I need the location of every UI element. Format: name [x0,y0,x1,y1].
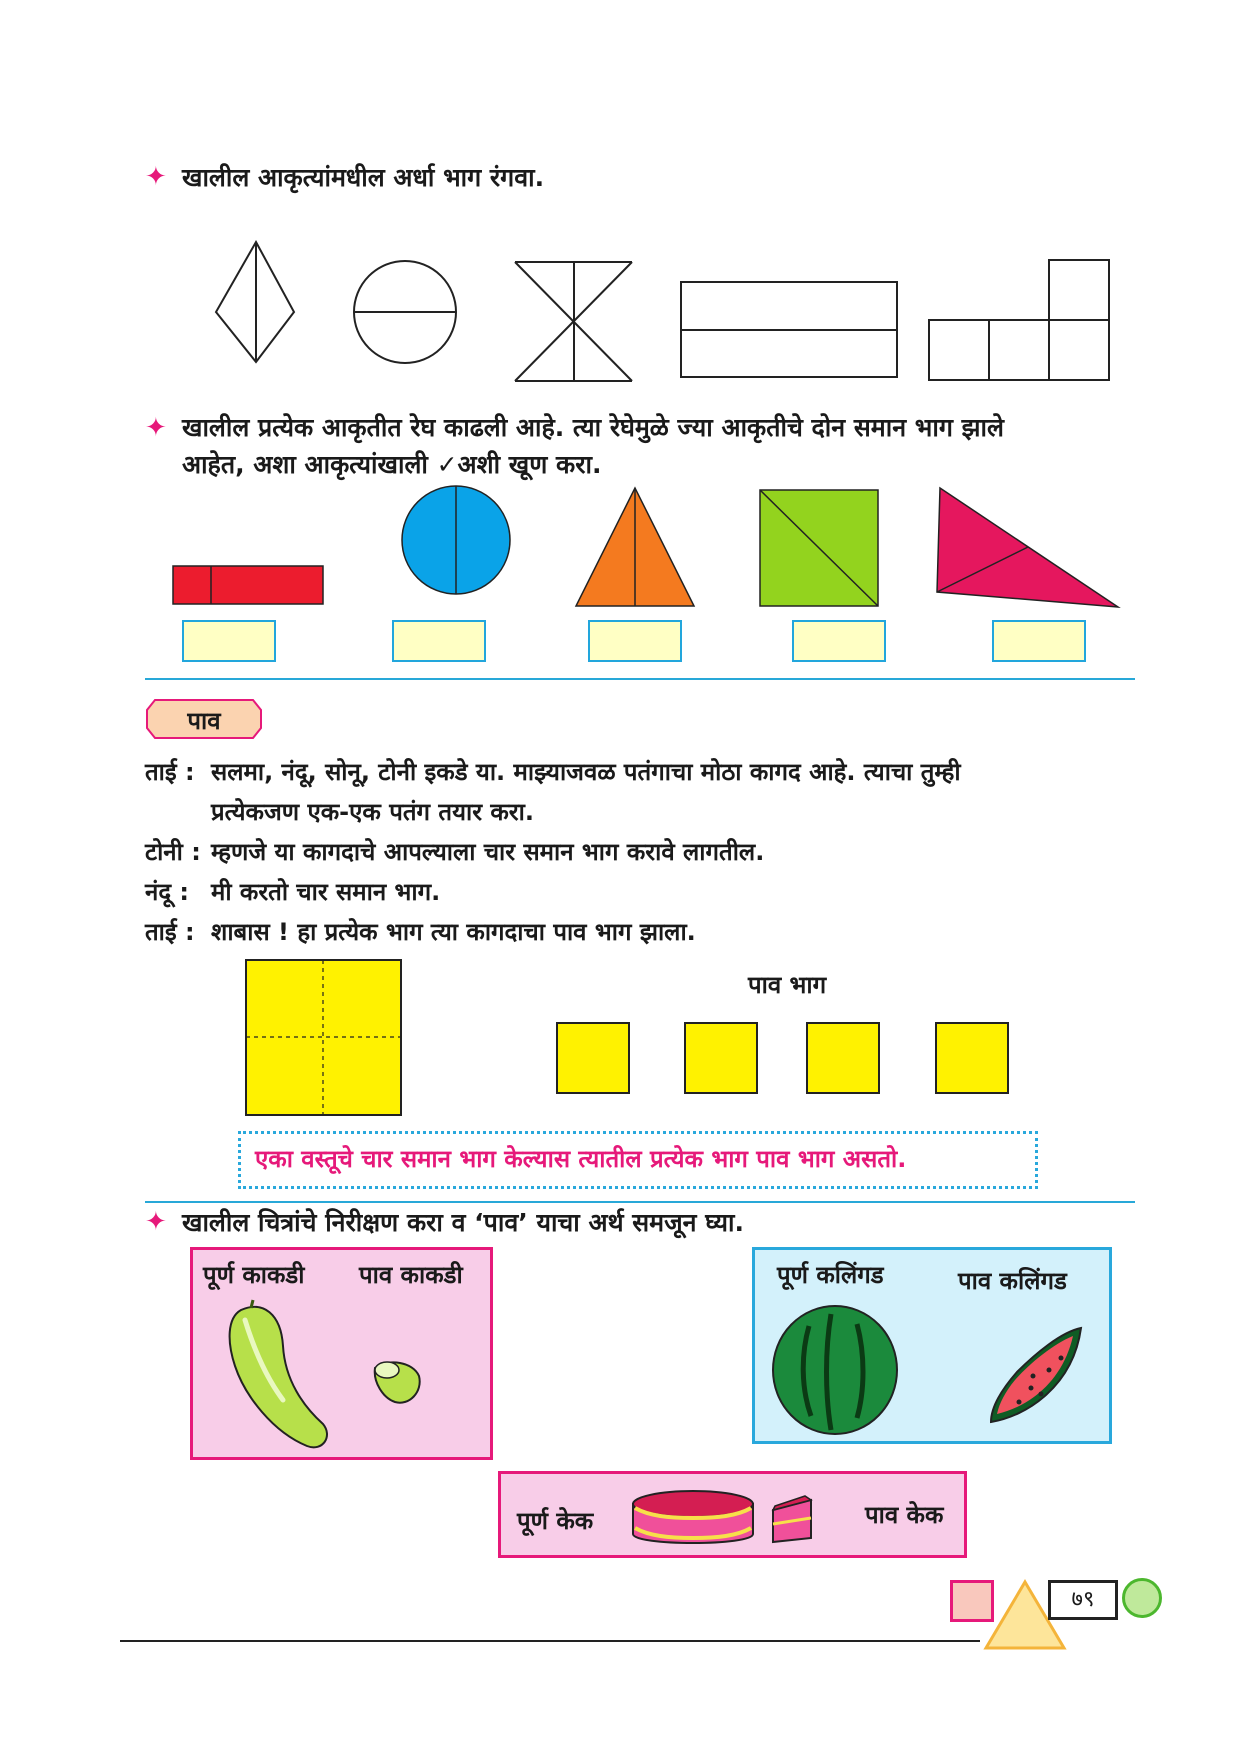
blue-circle [402,486,510,594]
answer-box-4[interactable] [792,620,886,662]
quarter-piece-1 [556,1022,630,1094]
section-divider [145,1201,1135,1203]
star-bullet-icon: ✦ [145,1207,167,1237]
whole-cucumber-icon [230,1300,327,1447]
dialogue-line-2 [145,792,534,832]
orange-triangle [576,488,694,606]
speaker: टोनी : [145,838,201,866]
footer-rule [120,1640,980,1642]
cucumber-piece-icon [375,1362,420,1403]
q1-shapes [200,240,1160,390]
paper-divided-in-four [244,958,404,1120]
star-bullet-icon: ✦ [145,413,167,443]
watermelon-pictures [765,1302,1105,1442]
circle-shape[interactable] [354,261,456,363]
cake-slice-icon [773,1496,811,1542]
section-divider [145,678,1135,680]
whole-watermelon-icon [773,1306,897,1434]
quarter-part-label: पाव भाग [748,971,827,999]
l-blocks-shape[interactable] [929,260,1109,380]
quarter-watermelon-label: पाव कलिंगड [958,1267,1067,1295]
answer-box-2[interactable] [392,620,486,662]
q1-instruction: खालील आकृत्यांमधील अर्धा भाग रंगवा. [182,163,545,192]
answer-box-1[interactable] [182,620,276,662]
green-square [760,490,878,606]
dialogue-text: प्रत्येकजण एक-एक पतंग तयार करा. [211,798,534,826]
q3-instruction: खालील चित्रांचे निरीक्षण करा व ‘पाव’ याचा अर्थ समजून घ्या. [182,1208,745,1237]
q2-instruction-line2: आहेत, अशा आकृत्यांखाली ✓अशी खूण करा. [182,450,602,479]
dialogue-text: सलमा, नंदू, सोनू, टोनी इकडे या. माझ्याजवळ पतंगाचा मोठा कागद आहे. त्याचा तुम्ही [211,758,961,786]
rectangle-shape[interactable] [681,282,897,377]
dialogue-line-1 [145,752,961,792]
dialogue-text: शाबास ! हा प्रत्येक भाग त्या कागदाचा पाव भाग झाला. [211,918,696,946]
hourglass-shape[interactable] [515,262,632,381]
quarter-piece-4 [935,1022,1009,1094]
red-rectangle [173,566,323,604]
watermelon-panel [752,1247,1112,1444]
full-cucumber-label: पूर्ण काकडी [203,1261,305,1289]
speaker: ताई : [145,758,195,786]
dialogue-text: म्हणजे या कागदाचे आपल्याला चार समान भाग करावे लागतील. [211,838,765,866]
answer-box-3[interactable] [588,620,682,662]
cucumber-pictures [223,1296,483,1456]
page-number: ७९ [1048,1580,1118,1620]
dialogue-line-5 [145,912,696,952]
section-label-badge [145,698,263,740]
definition-box: एका वस्तूचे चार समान भाग केल्यास त्यातील प्रत्येक भाग पाव भाग असतो. [238,1131,1038,1189]
full-watermelon-label: पूर्ण कलिंगड [777,1261,884,1289]
speaker: नंदू : [145,878,190,906]
cucumber-panel [190,1247,493,1460]
cake-pictures [629,1480,829,1554]
quarter-piece-2 [684,1022,758,1094]
full-cake-label: पूर्ण केक [517,1507,594,1535]
quarter-piece-3 [806,1022,880,1094]
quarter-cucumber-label: पाव काकडी [359,1261,463,1289]
green-circle-icon [1122,1578,1162,1618]
dialogue-line-3 [145,832,764,872]
star-bullet-icon: ✦ [145,162,167,192]
q2-instruction-line1: खालील प्रत्येक आकृतीत रेघ काढली आहे. त्या रेघेमुळे ज्या आकृतीचे दोन समान भाग झाले [182,413,1004,442]
pink-triangle [937,488,1118,607]
cake-panel [498,1471,967,1558]
speaker: ताई : [145,918,195,946]
dialogue-text: मी करतो चार समान भाग. [211,878,441,906]
watermelon-slice-icon [991,1328,1081,1422]
quarter-cake-label: पाव केक [865,1501,944,1529]
q2-colored-shapes [160,480,1140,620]
kite-shape[interactable] [216,242,294,362]
dialogue-line-4 [145,872,440,912]
section-title: पाव [187,707,221,735]
answer-box-5[interactable] [992,620,1086,662]
whole-cake-icon [633,1491,753,1543]
